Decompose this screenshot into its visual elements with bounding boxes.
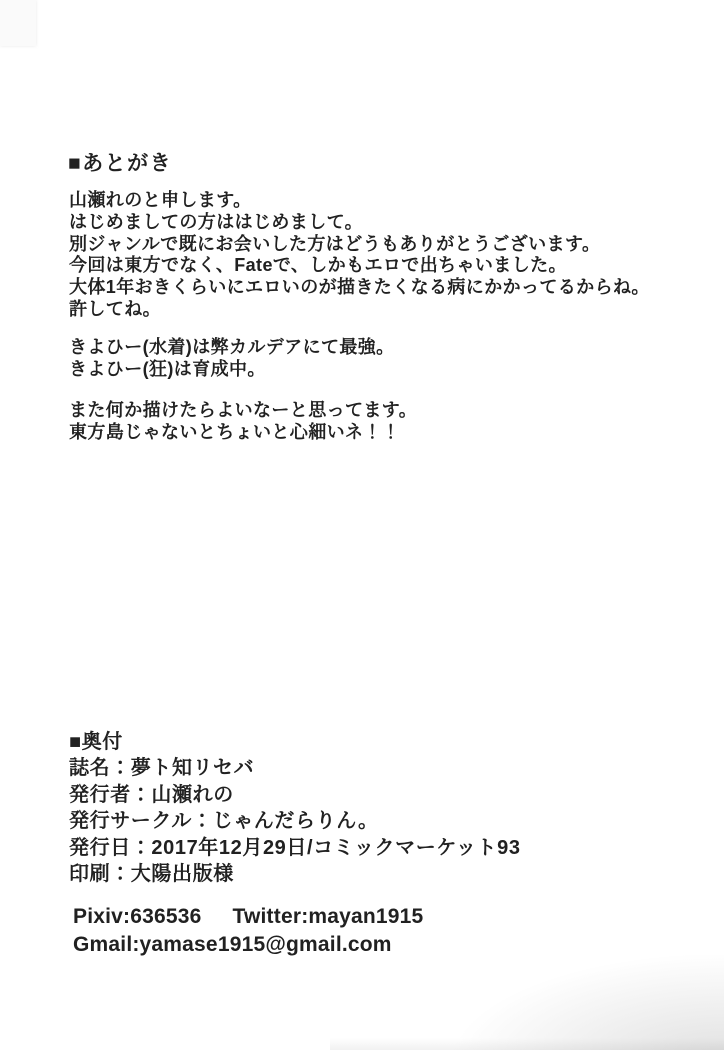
colophon-heading: ■奥付	[69, 731, 123, 753]
afterword-paragraph-3	[69, 400, 417, 444]
contact-email: Gmail:yamase1915@gmail.com	[73, 932, 392, 956]
colophon-line-circle: 発行サークル：じゃんだらりん。	[69, 810, 379, 833]
colophon-line-title: 誌名：夢ト知リセバ	[69, 757, 255, 780]
text-line: 大体1年おきくらいにエロいのが描きたくなる病にかかってるからね。	[69, 277, 650, 298]
colophon-section	[69, 729, 521, 887]
colophon-line-publisher: 発行者：山瀬れの	[69, 783, 234, 806]
text-line: また何か描けたらよいなーと思ってます。	[69, 400, 418, 420]
text-line: きよひー(狂)は育成中。	[69, 358, 266, 379]
colophon-line-printer: 印刷：大陽出版様	[69, 863, 234, 886]
contact-pixiv: Pixiv:636536	[73, 905, 202, 928]
scan-artifact-bottom-right	[454, 955, 724, 1050]
text-line: はじめましての方ははじめまして。	[69, 211, 364, 232]
text-line: 山瀬れのと申します。	[69, 190, 252, 210]
scan-artifact-top-left	[0, 0, 36, 46]
contact-twitter: Twitter:mayan1915	[232, 905, 424, 928]
text-line: 別ジャンルで既にお会いした方はどうもありがとうございます。	[69, 233, 601, 254]
text-line: きよひー(水着)は弊カルデアにて最強。	[69, 337, 395, 357]
text-line: 東方島じゃないとちょいと心細いネ！！	[69, 421, 401, 442]
text-line: 今回は東方でなく、Fateで、しかもエロで出ちゃいました。	[69, 255, 567, 276]
afterword-paragraph-2	[69, 337, 395, 381]
contact-row	[73, 903, 423, 931]
afterword-heading: ■あとがき	[68, 152, 173, 176]
text-line: 許してね。	[69, 298, 161, 319]
colophon-line-date: 発行日：2017年12月29日/コミックマーケット93	[69, 836, 521, 859]
afterword-paragraph-1	[69, 190, 650, 321]
contact-info	[73, 903, 423, 959]
